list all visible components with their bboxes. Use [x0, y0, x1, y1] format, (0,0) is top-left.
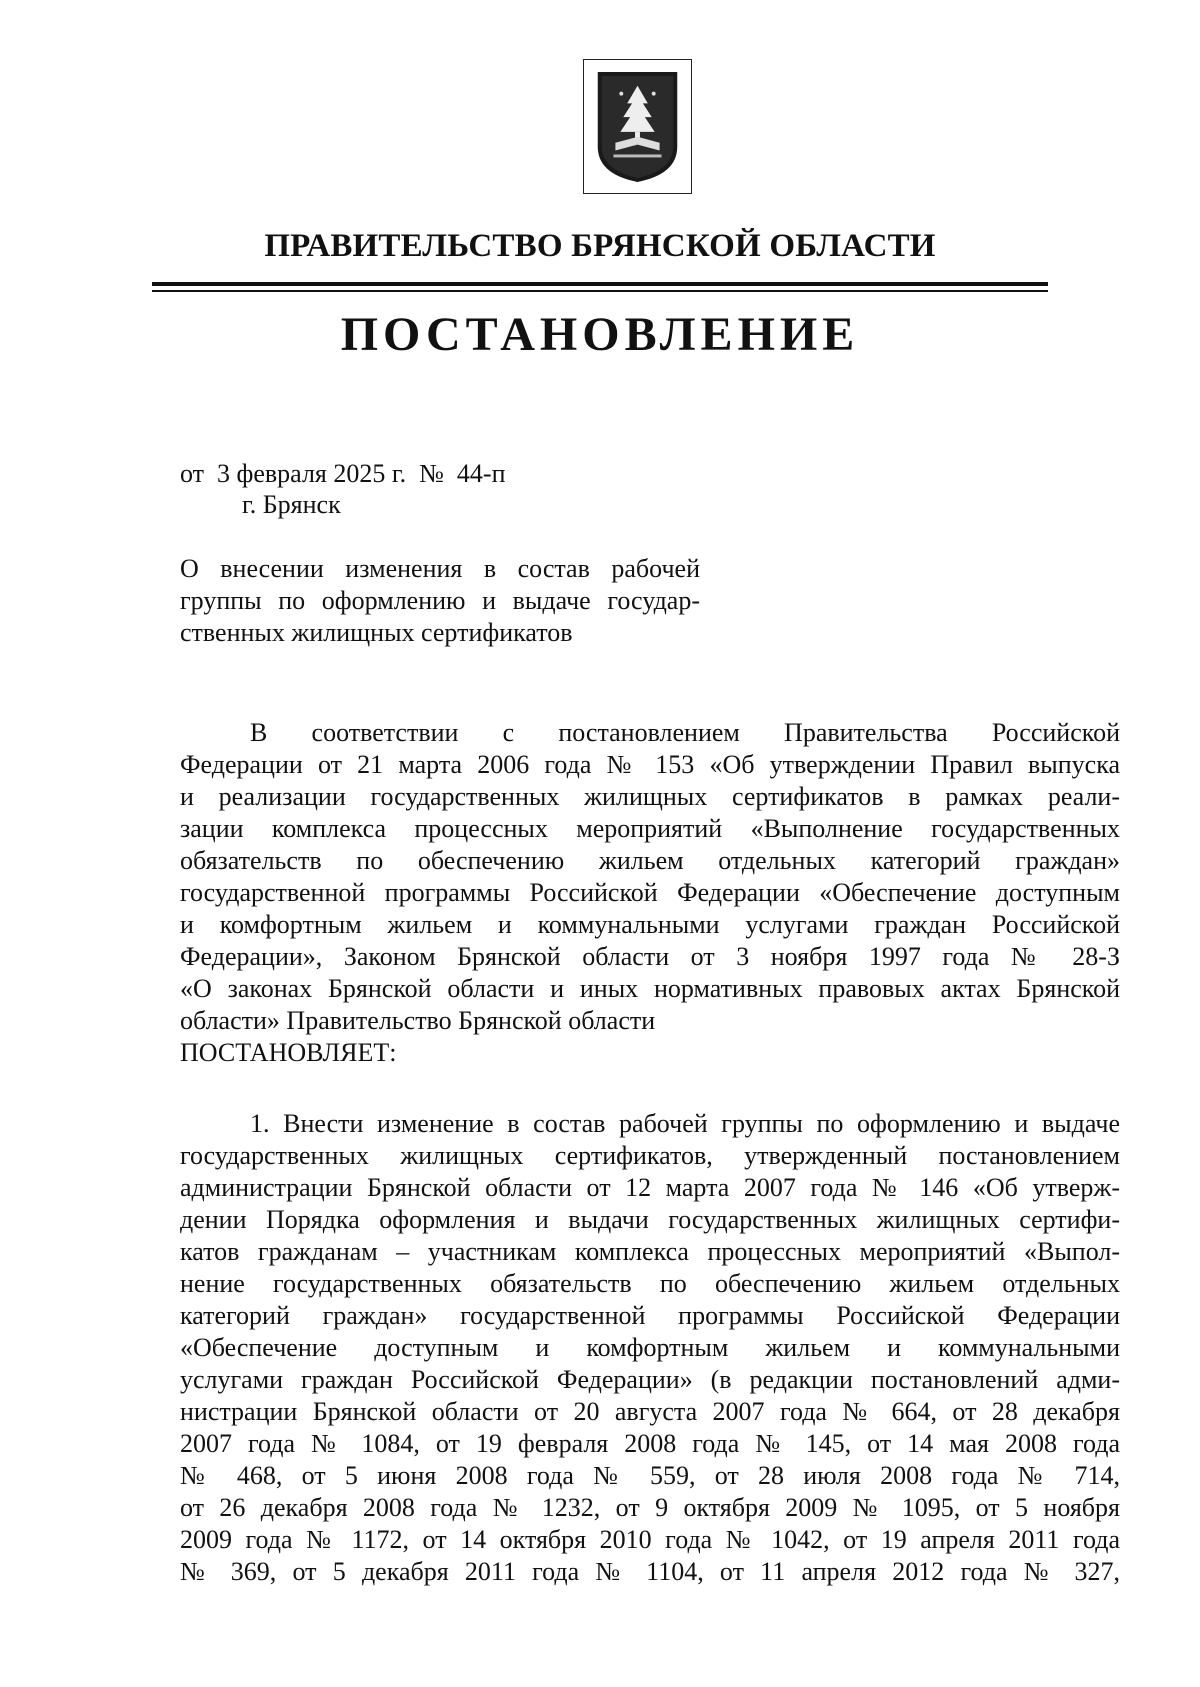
organization-title: ПРАВИТЕЛЬСТВО БРЯНСКОЙ ОБЛАСТИ	[264, 228, 936, 264]
body-line: обязательств по обеспечению жильем отдельных категорий граждан»	[180, 846, 1120, 875]
body-line: В соответствии с постановлением Правительства Российской	[250, 718, 1120, 747]
subject-line: группы по оформлению и выдаче государ-	[180, 586, 700, 615]
body-line: услугами граждан Российской Федерации» (в редакции постановлений адми-	[180, 1365, 1120, 1394]
body-line: категорий граждан» государственной программы Российской Федерации	[180, 1301, 1120, 1330]
document-type-title: ПОСТАНОВЛЕНИЕ	[340, 308, 860, 361]
body-line: и реализации государственных жилищных сертификатов в рамках реали-	[180, 782, 1120, 811]
body-line: 2009 года № 1172, от 14 октября 2010 года № 1042, от 19 апреля 2011 года	[180, 1525, 1120, 1554]
body-line: государственных жилищных сертификатов, утвержденный постановлением	[180, 1141, 1120, 1170]
body-line: «О законах Брянской области и иных нормативных правовых актах Брянской	[180, 974, 1120, 1003]
item-1-paragraph	[180, 1108, 1120, 1588]
subject-line: О внесении изменения в состав рабочей	[180, 554, 700, 583]
body-line: нистрации Брянской области от 20 августа 2007 года № 664, от 28 декабря	[180, 1397, 1120, 1426]
body-line: катов гражданам – участникам комплекса процессных мероприятий «Выпол-	[180, 1237, 1120, 1266]
header-rule-thin	[152, 290, 1048, 292]
document-city: г. Брянск	[242, 490, 341, 519]
coat-of-arms-emblem	[583, 59, 692, 194]
decree-word: ПОСТАНОВЛЯЕТ:	[180, 1038, 397, 1067]
body-line: Федерации от 21 марта 2006 года № 153 «Об утверждении Правил выпуска	[180, 750, 1120, 779]
body-line: от 26 декабря 2008 года № 1232, от 9 октября 2009 № 1095, от 5 ноября	[180, 1493, 1120, 1522]
body-line: нение государственных обязательств по обеспечению жильем отдельных	[180, 1269, 1120, 1298]
body-line: № 468, от 5 июня 2008 года № 559, от 28 июля 2008 года № 714,	[180, 1461, 1120, 1490]
body-line: области» Правительство Брянской области	[180, 1006, 656, 1035]
shield-icon	[584, 60, 691, 193]
body-line: 1. Внести изменение в состав рабочей группы по оформлению и выдаче	[250, 1109, 1120, 1138]
subject-line: ственных жилищных сертификатов	[180, 618, 573, 647]
body-line: и комфортным жильем и коммунальными услугами граждан Российской	[180, 910, 1120, 939]
header-rule-thick	[152, 282, 1048, 286]
preamble-paragraph	[180, 717, 1120, 1037]
body-line: «Обеспечение доступным и комфортным жильем и коммунальными	[180, 1333, 1120, 1362]
body-line: 2007 года № 1084, от 19 февраля 2008 года № 145, от 14 мая 2008 года	[180, 1429, 1120, 1458]
body-line: Федерации», Законом Брянской области от 3 ноября 1997 года № 28-З	[180, 942, 1120, 971]
body-line: администрации Брянской области от 12 марта 2007 года № 146 «Об утверж-	[180, 1173, 1120, 1202]
document-date-number: от 3 февраля 2025 г. № 44-п	[180, 459, 506, 488]
body-line: зации комплекса процессных мероприятий «Выполнение государственных	[180, 814, 1120, 843]
body-line: дении Порядка оформления и выдачи государственных жилищных сертифи-	[180, 1205, 1120, 1234]
document-subject	[180, 553, 700, 649]
body-line: № 369, от 5 декабря 2011 года № 1104, от 11 апреля 2012 года № 327,	[180, 1557, 1120, 1586]
body-line: государственной программы Российской Федерации «Обеспечение доступным	[180, 878, 1120, 907]
